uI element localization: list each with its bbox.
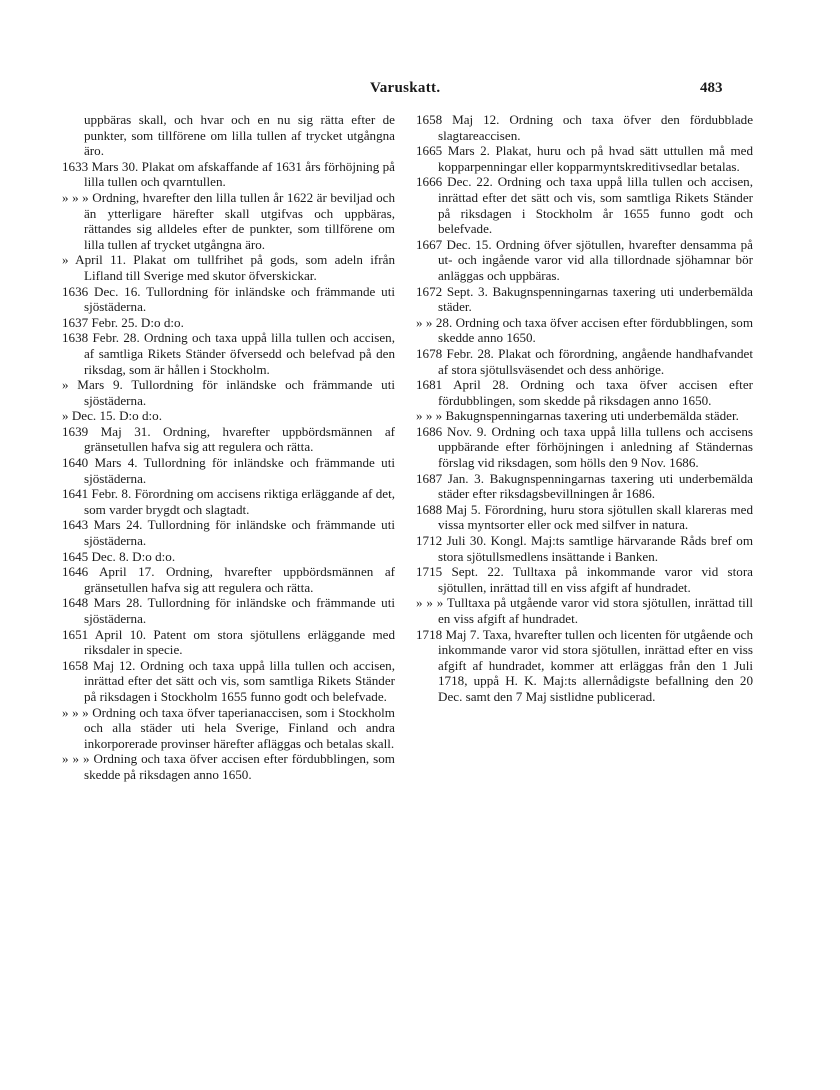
list-item: 1667 Dec. 15. Ordning öfver sjötullen, hvarefter densamma på ut- och ingående varor vid alla tillordnade sjöhamnar bör anläggas och uppbäras. (416, 236, 753, 283)
left-column (62, 112, 395, 783)
list-item: 1643 Mars 24. Tullordning för inländske och främmande uti sjöstäderna. (62, 517, 395, 549)
list-item: 1718 Maj 7. Taxa, hvarefter tullen och licenten för utgående och inkommande varor vid stora sjötullen, inrättad efter en viss afgift af hundradet, kommer att erläggas från den 1 Juli 1718, uppå H. K. Maj:ts allernådigste befallning den 20 Dec. samt den 7 Maj sistlidne publicerad. (416, 626, 753, 704)
list-item: 1641 Febr. 8. Förordning om accisens riktiga erläggande af det, som varder brygdt och slagtadt. (62, 486, 395, 517)
list-item: 1678 Febr. 28. Plakat och förordning, angående handhafvandet af stora sjötullsväsendet och dess anhörige. (416, 345, 753, 377)
list-item: 1646 April 17. Ordning, hvarefter uppbördsmännen af gränsetullen hafva sig att regulera och rätta. (62, 564, 395, 595)
list-item: » Mars 9. Tullordning för inländske och främmande uti sjöstäderna. (62, 377, 395, 408)
list-item: 1672 Sept. 3. Bakugnspenningarnas taxering uti underbemälda städer. (416, 283, 753, 315)
list-item: 1645 Dec. 8. D:o d:o. (62, 548, 176, 564)
list-item: 1651 April 10. Patent om stora sjötullens erläggande med riksdaler in specie. (62, 626, 395, 658)
page-number: 483 (700, 80, 723, 96)
list-item: 1638 Febr. 28. Ordning och taxa uppå lilla tullen och accisen, af samtliga Rikets Ständer öfversedd och belefvad på den riksdag, som är hållen i Stockholm. (62, 330, 395, 377)
list-item: 1666 Dec. 22. Ordning och taxa uppå lilla tullen och accisen, inrättad efter det sätt och vis, som samtliga Rikets Ständer på riksdagen i Stockholm år 1655 funno godt och belefvade. (416, 174, 753, 237)
list-item: 1687 Jan. 3. Bakugnspenningarnas taxering uti underbemälda städer efter riksdagsbevillningen år 1686. (416, 470, 753, 502)
list-item: » » » Tulltaxa på utgående varor vid stora sjötullen, inrättad till en viss afgift af hundradet. (416, 595, 753, 626)
list-item: » » » Ordning, hvarefter den lilla tullen år 1622 är beviljad och än ytterligare härefter skall utgifvas och uppbäras, rättandes sig alldeles efter de punkter, som tillförene om lilla tullen af trycket utgångna äro. (62, 189, 395, 252)
list-item: 1637 Febr. 25. D:o d:o. (62, 314, 184, 330)
list-item: 1633 Mars 30. Plakat om afskaffande af 1631 års förhöjning på lilla tullen och qvarntullen. (62, 158, 395, 190)
running-title: Varuskatt. (370, 80, 441, 96)
right-column (416, 112, 753, 705)
list-item: » » » Bakugnspenningarnas taxering uti underbemälda städer. (416, 408, 739, 424)
list-item: 1688 Maj 5. Förordning, huru stora sjötullen skall klareras med vissa myntsorter eller ock med silfver in natura. (416, 501, 753, 533)
list-item: 1712 Juli 30. Kongl. Maj:ts samtlige härvarande Råds bref om stora sjötullsmedlens insättande i Banken. (416, 533, 753, 564)
list-item: 1715 Sept. 22. Tulltaxa på inkommande varor vid stora sjötullen, inrättad till en viss afgift af hundradet. (416, 564, 753, 595)
list-item: 1640 Mars 4. Tullordning för inländske och främmande uti sjöstäderna. (62, 455, 395, 486)
list-item: 1686 Nov. 9. Ordning och taxa uppå lilla tullens och accisens uppbärande efter förhöjningen i anledning af Ständernas förslag vid riksdagen, som hölls den 9 Nov. 1686. (416, 423, 753, 471)
list-item: uppbäras skall, och hvar och en nu sig rätta efter de punkter, som tillförene om lilla tullen af trycket utgångna äro. (84, 112, 395, 159)
list-item: » » » Ordning och taxa öfver taperianaccisen, som i Stockholm och alla städer uti hela Sverige, Finland och andra inkorporerade provinser härefter afläggas och betalas skall. (62, 704, 395, 751)
list-item: 1648 Mars 28. Tullordning för inländske och främmande uti sjöstäderna. (62, 595, 395, 626)
list-item: 1665 Mars 2. Plakat, huru och på hvad sätt uttullen må med kopparpenningar eller kopparmyntskreditivsedlar betalas. (416, 143, 753, 174)
list-item: 1639 Maj 31. Ordning, hvarefter uppbördsmännen af gränsetullen hafva sig att regulera och rätta. (62, 423, 395, 455)
list-item: 1658 Maj 12. Ordning och taxa öfver den fördubblade slagtareaccisen. (416, 112, 753, 143)
page-header (0, 80, 840, 104)
list-item: 1681 April 28. Ordning och taxa öfver accisen efter fördubblingen, som skedde på riksdagen anno 1650. (416, 377, 753, 408)
list-item: 1658 Maj 12. Ordning och taxa uppå lilla tullen och accisen, inrättad efter det sätt och vis, som samtliga Rikets Ständer på riksdagen i Stockholm 1655 funno godt och belefvade. (62, 657, 395, 704)
list-item: » » 28. Ordning och taxa öfver accisen efter fördubblingen, som skedde anno 1650. (416, 314, 753, 346)
list-item: » » » Ordning och taxa öfver accisen efter fördubblingen, som skedde på riksdagen anno 1650. (62, 751, 395, 782)
list-item: 1636 Dec. 16. Tullordning för inländske och främmande uti sjöstäderna. (62, 283, 395, 315)
list-item: » April 11. Plakat om tullfrihet på gods, som adeln ifrån Lifland till Sverige med skutor öfverskickar. (62, 252, 395, 283)
list-item: » Dec. 15. D:o d:o. (62, 408, 163, 424)
